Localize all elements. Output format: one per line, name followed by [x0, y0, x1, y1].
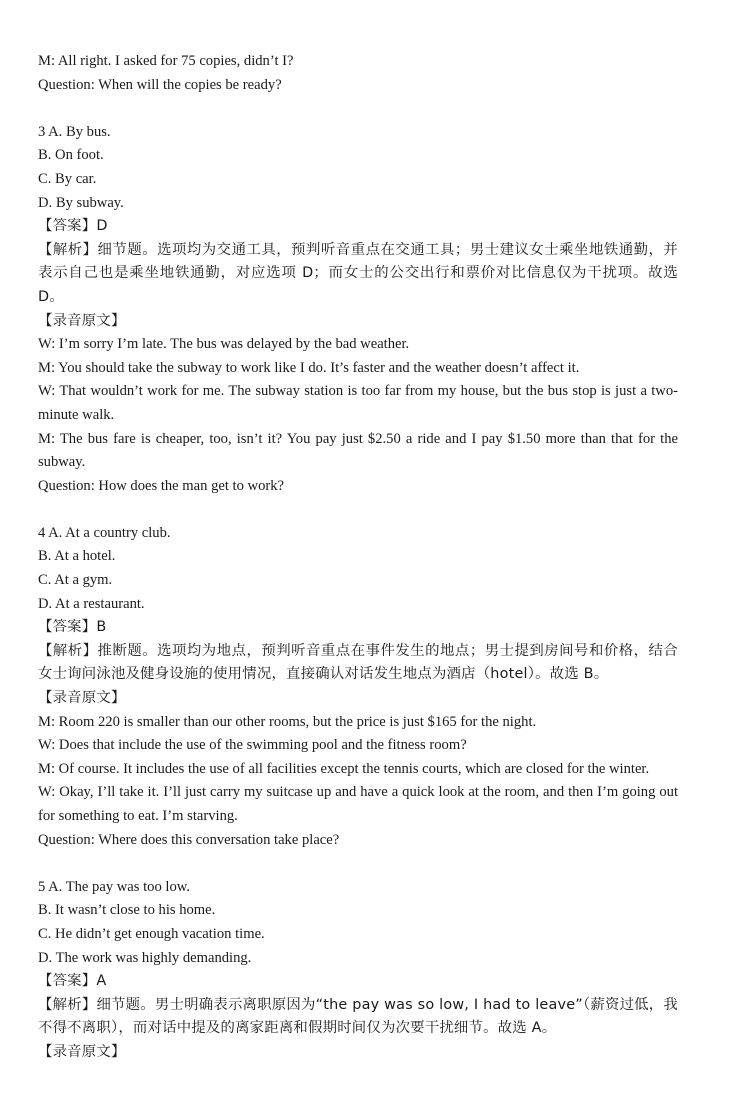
- document-page: [38, 50, 678, 1065]
- question-text: Question: Where does this conversation take place?: [38, 831, 340, 848]
- question-text: Question: How does the man get to work?: [38, 477, 285, 494]
- option-a: 3 A. By bus.: [38, 123, 111, 140]
- option-b: B. At a hotel.: [38, 548, 116, 565]
- option-c: C. He didn’t get enough vacation time.: [38, 925, 265, 942]
- question-3: [38, 121, 678, 499]
- answer: 【答案】A: [38, 973, 107, 990]
- transcript-label: 【录音原文】: [38, 690, 126, 707]
- option-c: C. At a gym.: [38, 572, 113, 589]
- transcript-line: W: Does that include the use of the swimming pool and the fitness room?: [38, 737, 467, 754]
- option-a: 4 A. At a country club.: [38, 524, 171, 541]
- option-b: B. It wasn’t close to his home.: [38, 902, 216, 919]
- transcript-line: W: I’m sorry I’m late. The bus was delayed by the bad weather.: [38, 336, 410, 353]
- transcript-label: 【录音原文】: [38, 312, 126, 329]
- transcript-line: M: All right. I asked for 75 copies, didn’t I?: [38, 53, 294, 69]
- transcript-line: W: Okay, I’ll take it. I’ll just carry my suitcase up and have a quick look at the room, and then I’m going out for something to eat. I’m starving.: [38, 784, 678, 824]
- analysis: 【解析】细节题。选项均为交通工具，预判听音重点在交通工具；男士建议女士乘坐地铁通勤，并表示自己也是乘坐地铁通勤，对应选项 D；而女士的公交出行和票价对比信息仅为干扰项。故选 D。: [38, 241, 678, 305]
- answer: 【答案】B: [38, 619, 107, 636]
- analysis: 【解析】推断题。选项均为地点，预判听音重点在事件发生的地点；男士提到房间号和价格，结合女士询问泳池及健身设施的使用情况，直接确认对话发生地点为酒店（hotel）。故选 B。: [38, 642, 678, 683]
- question-5: [38, 876, 678, 1065]
- question-2-tail: [38, 50, 678, 97]
- option-d: D. The work was highly demanding.: [38, 949, 252, 966]
- analysis: 【解析】细节题。男士明确表示离职原因为“the pay was so low, I had to leave”（薪资过低，我不得不离职），而对话中提及的离家距离和假期时间仅为次要干扰细节。故选 A。: [38, 996, 678, 1037]
- option-d: D. By subway.: [38, 194, 124, 211]
- spacer: [38, 852, 678, 876]
- option-a: 5 A. The pay was too low.: [38, 878, 191, 895]
- transcript-line: W: That wouldn’t work for me. The subway station is too far from my house, but the bus stop is just a two-minute walk.: [38, 383, 678, 423]
- transcript-label: 【录音原文】: [38, 1043, 126, 1060]
- option-c: C. By car.: [38, 170, 97, 187]
- transcript-line: M: Room 220 is smaller than our other rooms, but the price is just $165 for the night.: [38, 713, 537, 730]
- question-text: Question: When will the copies be ready?: [38, 76, 282, 93]
- question-4: [38, 522, 678, 852]
- option-d: D. At a restaurant.: [38, 595, 145, 612]
- option-b: B. On foot.: [38, 147, 104, 164]
- spacer: [38, 97, 678, 121]
- transcript-line: M: You should take the subway to work like I do. It’s faster and the weather doesn’t affect it.: [38, 359, 580, 376]
- answer: 【答案】D: [38, 218, 108, 235]
- transcript-line: M: The bus fare is cheaper, too, isn’t it? You pay just $2.50 a ride and I pay $1.50 more than that for the subway.: [38, 430, 678, 471]
- spacer: [38, 498, 678, 522]
- transcript-line: M: Of course. It includes the use of all facilities except the tennis courts, which are closed for the winter.: [38, 760, 650, 777]
